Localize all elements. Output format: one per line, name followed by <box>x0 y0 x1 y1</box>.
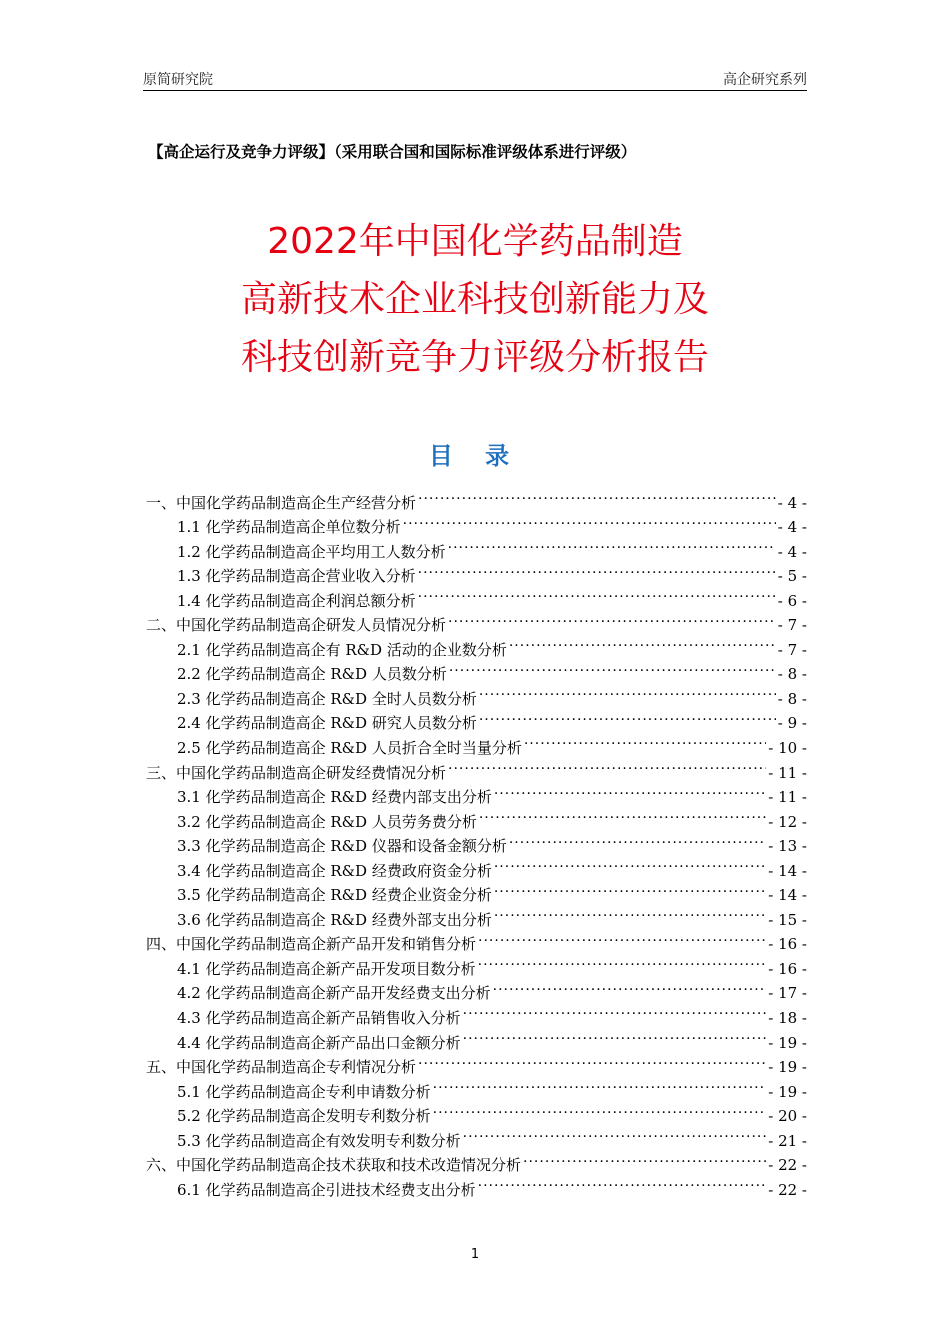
toc-entry-page: - 6 - <box>777 591 807 610</box>
toc-entry-label: 四、中国化学药品制造高企新产品开发和销售分析 <box>146 935 477 954</box>
toc-entry-page: - 11 - <box>768 788 807 807</box>
toc-leader-dots <box>493 974 767 999</box>
toc-entry-label: 5.1 化学药品制造高企专利申请数分析 <box>177 1082 431 1101</box>
toc-leader-dots <box>463 998 767 1023</box>
toc-leader-dots <box>463 1121 767 1146</box>
toc-entry-page: - 14 - <box>768 886 807 905</box>
toc-entry-page: - 16 - <box>768 959 807 978</box>
toc-entry-page: - 8 - <box>777 665 807 684</box>
toc-entry-page: - 15 - <box>768 910 807 929</box>
toc-entry[interactable] <box>146 483 807 512</box>
toc-leader-dots <box>433 1097 767 1122</box>
report-title-line: 科技创新竞争力评级分析报告 <box>240 337 709 378</box>
toc-leader-dots <box>449 655 776 680</box>
toc-leader-dots <box>448 606 776 631</box>
toc-leader-dots <box>524 728 766 753</box>
toc-entry-label: 3.5 化学药品制造高企 R&D 经费企业资金分析 <box>177 886 492 905</box>
report-title-line: 2022年中国化学药品制造 <box>267 221 683 262</box>
toc-entry-page: - 16 - <box>768 935 807 954</box>
toc-leader-dots <box>478 949 767 974</box>
toc-leader-dots <box>478 925 766 950</box>
toc-entry-label: 2.4 化学药品制造高企 R&D 研究人员数分析 <box>177 714 477 733</box>
page-number: 1 <box>470 1247 480 1262</box>
toc-heading: 目 录 <box>428 442 522 470</box>
report-title <box>0 213 950 387</box>
toc-entry-label: 4.4 化学药品制造高企新产品出口金额分析 <box>177 1033 461 1052</box>
toc-entry-label: 5.2 化学药品制造高企发明专利数分析 <box>177 1107 431 1126</box>
rating-subtitle: 【高企运行及竞争力评级】（采用联合国和国际标准评级体系进行评级） <box>148 143 637 161</box>
toc-entry-label: 3.2 化学药品制造高企 R&D 人员劳务费分析 <box>177 812 477 831</box>
toc-leader-dots <box>418 1048 766 1073</box>
toc-entry-label: 5.3 化学药品制造高企有效发明专利数分析 <box>177 1131 461 1150</box>
toc-leader-dots <box>418 581 776 606</box>
toc-leader-dots <box>448 753 766 778</box>
toc-leader-dots <box>479 802 766 827</box>
toc-entry-page: - 12 - <box>768 812 807 831</box>
toc-entry-label: 3.4 化学药品制造高企 R&D 经费政府资金分析 <box>177 861 492 880</box>
toc-leader-dots <box>479 704 776 729</box>
header-series-name: 高企研究系列 <box>723 72 807 88</box>
header-org-name: 原简研究院 <box>143 72 213 88</box>
toc-entry-page: - 7 - <box>777 640 807 659</box>
toc-entry-label: 一、中国化学药品制造高企生产经营分析 <box>146 493 417 512</box>
toc-entry-label: 五、中国化学药品制造高企专利情况分析 <box>146 1058 417 1077</box>
page-header <box>143 64 807 91</box>
toc-entry-label: 1.4 化学药品制造高企利润总额分析 <box>177 591 416 610</box>
toc-entry-label: 六、中国化学药品制造高企技术获取和技术改造情况分析 <box>146 1156 522 1175</box>
toc-leader-dots <box>479 679 776 704</box>
toc-entry-label: 3.3 化学药品制造高企 R&D 仪器和设备金额分析 <box>177 837 507 856</box>
toc-entry-page: - 22 - <box>768 1156 807 1175</box>
toc-entry-label: 4.1 化学药品制造高企新产品开发项目数分析 <box>177 959 476 978</box>
table-of-contents <box>146 483 807 1199</box>
toc-entry-page: - 13 - <box>768 837 807 856</box>
toc-entry-label: 4.2 化学药品制造高企新产品开发经费支出分析 <box>177 984 491 1003</box>
report-title-line: 高新技术企业科技创新能力及 <box>240 279 709 320</box>
toc-entry-label: 3.6 化学药品制造高企 R&D 经费外部支出分析 <box>177 910 492 929</box>
toc-entry-page: - 17 - <box>768 984 807 1003</box>
toc-entry-page: - 19 - <box>768 1033 807 1052</box>
toc-entry-page: - 22 - <box>768 1180 807 1199</box>
toc-leader-dots <box>418 557 776 582</box>
toc-entry-page: - 4 - <box>777 518 807 537</box>
toc-leader-dots <box>509 827 766 852</box>
toc-leader-dots <box>463 1023 767 1048</box>
toc-entry-label: 1.1 化学药品制造高企单位数分析 <box>177 518 401 537</box>
toc-entry-label: 3.1 化学药品制造高企 R&D 经费内部支出分析 <box>177 788 492 807</box>
toc-entry-label: 4.3 化学药品制造高企新产品销售收入分析 <box>177 1009 461 1028</box>
toc-entry-page: - 21 - <box>768 1131 807 1150</box>
toc-leader-dots <box>494 900 766 925</box>
toc-entry-page: - 7 - <box>777 616 807 635</box>
toc-entry-label: 2.3 化学药品制造高企 R&D 全时人员数分析 <box>177 689 477 708</box>
toc-entry-page: - 10 - <box>768 739 807 758</box>
toc-entry-page: - 8 - <box>777 689 807 708</box>
toc-entry-label: 1.2 化学药品制造高企平均用工人数分析 <box>177 542 446 561</box>
toc-entry-page: - 18 - <box>768 1009 807 1028</box>
toc-entry-page: - 20 - <box>768 1107 807 1126</box>
toc-leader-dots <box>403 508 776 533</box>
toc-leader-dots <box>448 532 776 557</box>
toc-entry-page: - 4 - <box>777 493 807 512</box>
toc-entry-label: 二、中国化学药品制造高企研发人员情况分析 <box>146 616 447 635</box>
toc-leader-dots <box>494 876 766 901</box>
toc-entry-page: - 5 - <box>777 567 807 586</box>
toc-entry-label: 2.5 化学药品制造高企 R&D 人员折合全时当量分析 <box>177 739 522 758</box>
toc-leader-dots <box>494 778 766 803</box>
toc-leader-dots <box>478 1170 767 1195</box>
toc-leader-dots <box>418 483 776 508</box>
toc-entry-page: - 19 - <box>768 1058 807 1077</box>
toc-entry-page: - 14 - <box>768 861 807 880</box>
toc-entry-label: 2.2 化学药品制造高企 R&D 人员数分析 <box>177 665 447 684</box>
toc-leader-dots <box>433 1072 767 1097</box>
toc-leader-dots <box>523 1146 766 1171</box>
toc-leader-dots <box>509 630 776 655</box>
toc-entry-page: - 4 - <box>777 542 807 561</box>
toc-entry-label: 三、中国化学药品制造高企研发经费情况分析 <box>146 763 447 782</box>
toc-entry-label: 2.1 化学药品制造高企有 R&D 活动的企业数分析 <box>177 640 507 659</box>
toc-entry-label: 1.3 化学药品制造高企营业收入分析 <box>177 567 416 586</box>
toc-leader-dots <box>494 851 766 876</box>
toc-entry-page: - 9 - <box>777 714 807 733</box>
toc-entry-label: 6.1 化学药品制造高企引进技术经费支出分析 <box>177 1180 476 1199</box>
toc-entry-page: - 11 - <box>768 763 807 782</box>
toc-entry-page: - 19 - <box>768 1082 807 1101</box>
